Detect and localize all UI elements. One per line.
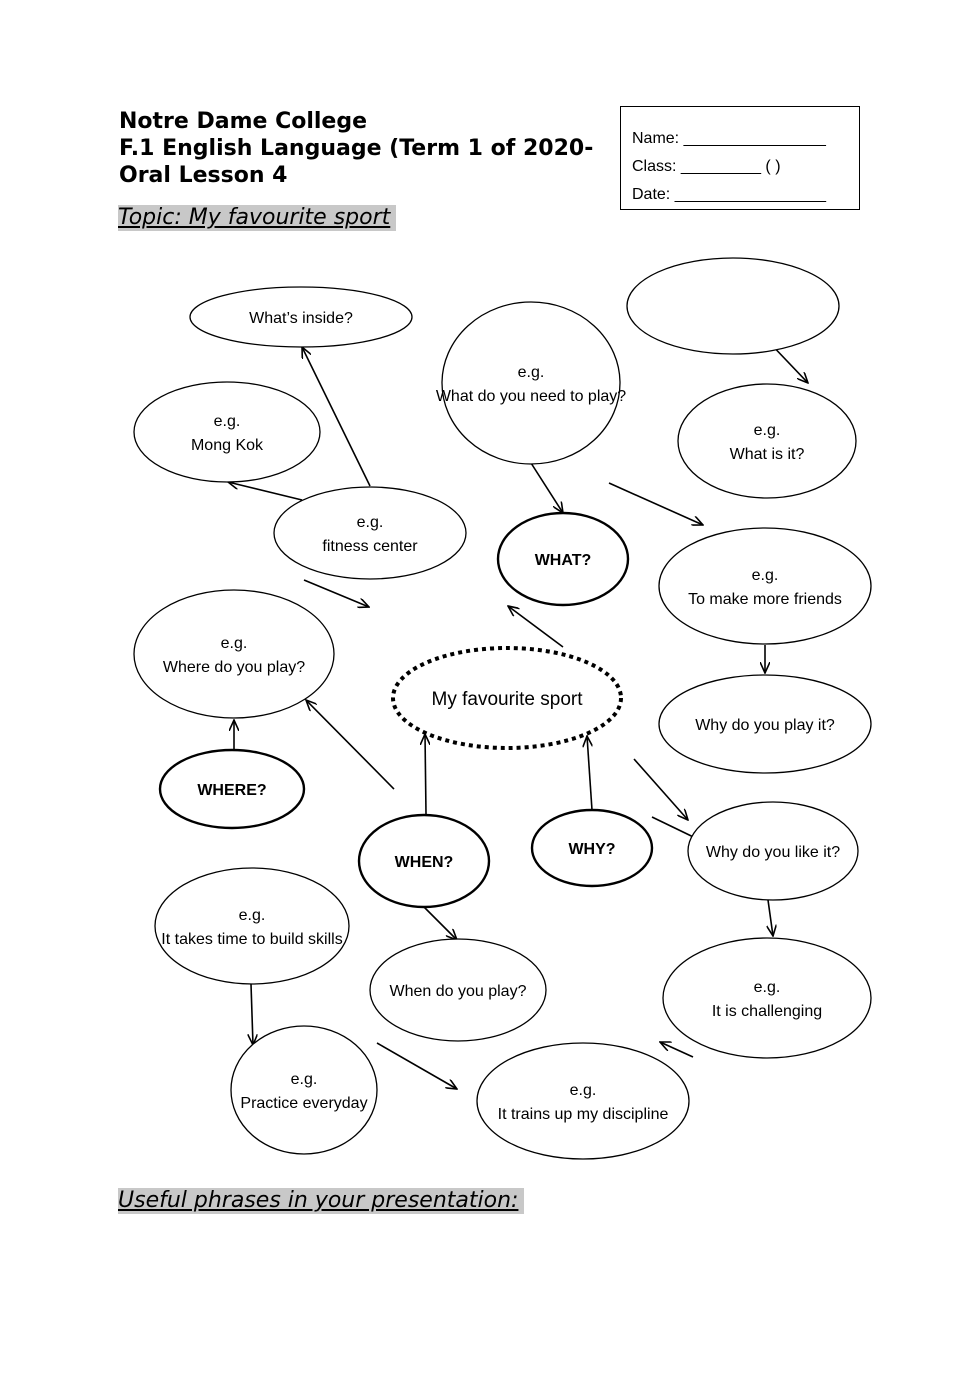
node-why-like-label-why-do-you-like-it: Why do you like it? xyxy=(705,844,841,861)
node-when xyxy=(359,815,489,907)
node-what xyxy=(498,513,628,605)
node-skills-bubble xyxy=(155,868,349,984)
node-what-is-it-bubble xyxy=(678,384,856,498)
node-where-play-bubble xyxy=(134,590,334,718)
node-what-is-it-label-what-is-it: What is it? xyxy=(729,446,805,463)
node-where-play-label-where-do-you-play: Where do you play? xyxy=(162,659,306,676)
node-what-need xyxy=(436,302,626,464)
node-challenging xyxy=(663,938,871,1058)
arrow-13 xyxy=(634,759,688,820)
node-friends-label-e-g: e.g. xyxy=(751,567,779,584)
node-practice xyxy=(231,1026,377,1154)
node-friends-label-to-make-more-friends: To make more friends xyxy=(688,591,842,608)
node-when-label-when: WHEN? xyxy=(394,854,454,871)
center-topic-label: My favourite sport xyxy=(431,689,583,710)
node-discipline xyxy=(477,1043,689,1159)
name-field[interactable]: Name: ________________ xyxy=(632,130,826,147)
node-practice-label-practice-everyday: Practice everyday xyxy=(240,1095,368,1112)
node-what-need-label-what-do-you-need-to-play: What do you need to play? xyxy=(435,388,627,405)
arrow-19 xyxy=(660,1042,693,1057)
node-whats-inside xyxy=(190,287,412,347)
node-mongkok-label-mong-kok: Mong Kok xyxy=(190,437,264,454)
arrow-11 xyxy=(425,734,426,814)
node-where xyxy=(160,750,304,828)
arrow-7 xyxy=(508,606,563,647)
class-field[interactable]: Class: _________ ( ) xyxy=(632,158,781,175)
arrow-17 xyxy=(251,984,253,1045)
node-mongkok xyxy=(134,382,320,482)
node-where-play xyxy=(134,590,334,718)
node-why-label-why: WHY? xyxy=(568,841,616,858)
node-friends-bubble xyxy=(659,528,871,644)
course-title: F.1 English Language (Term 1 of 2020- xyxy=(119,136,594,161)
node-why-like xyxy=(688,802,858,900)
node-what-label-what: WHAT? xyxy=(534,552,592,569)
date-field[interactable]: Date: _________________ xyxy=(632,186,826,203)
node-friends xyxy=(659,528,871,644)
node-practice-bubble xyxy=(231,1026,377,1154)
node-why-play-label-why-do-you-play-it: Why do you play it? xyxy=(695,717,835,734)
node-what-is-it xyxy=(678,384,856,498)
arrow-18 xyxy=(377,1043,457,1089)
node-what-need-bubble xyxy=(442,302,620,464)
node-whats-inside-label-what-s-inside: What’s inside? xyxy=(249,310,353,327)
node-blank xyxy=(627,258,839,354)
school-name: Notre Dame College xyxy=(119,109,368,134)
node-mongkok-bubble xyxy=(134,382,320,482)
node-fitness xyxy=(274,487,466,579)
useful-phrases-heading: Useful phrases in your presentation: xyxy=(118,1188,524,1214)
node-blank-bubble xyxy=(627,258,839,354)
node-why-play xyxy=(659,675,871,773)
diagram-nodes xyxy=(134,258,871,1159)
node-fitness-bubble xyxy=(274,487,466,579)
node-challenging-label-e-g: e.g. xyxy=(753,979,781,996)
node-mongkok-label-e-g: e.g. xyxy=(213,413,241,430)
node-challenging-bubble xyxy=(663,938,871,1058)
node-practice-label-e-g: e.g. xyxy=(290,1071,318,1088)
lesson-title: Oral Lesson 4 xyxy=(119,163,288,188)
node-why xyxy=(532,810,652,886)
arrow-15 xyxy=(768,900,773,936)
node-skills-label-it-takes-time-to-build-skills: It takes time to build skills xyxy=(161,931,343,948)
node-what-is-it-label-e-g: e.g. xyxy=(753,422,781,439)
arrow-6 xyxy=(304,580,369,607)
arrow-12 xyxy=(587,736,592,810)
node-skills xyxy=(155,868,349,984)
node-fitness-label-e-g: e.g. xyxy=(356,514,384,531)
node-discipline-bubble xyxy=(477,1043,689,1159)
arrow-3 xyxy=(531,463,563,513)
node-when-play xyxy=(370,939,546,1041)
node-discipline-label-it-trains-up-my-discipline: It trains up my discipline xyxy=(497,1106,669,1123)
arrow-4 xyxy=(609,483,703,525)
center-topic xyxy=(393,648,621,748)
node-challenging-label-it-is-challenging: It is challenging xyxy=(711,1003,823,1020)
node-when-play-label-when-do-you-play: When do you play? xyxy=(389,983,527,1000)
node-discipline-label-e-g: e.g. xyxy=(569,1082,597,1099)
node-where-label-where: WHERE? xyxy=(197,782,267,799)
node-what-need-label-e-g: e.g. xyxy=(517,364,545,381)
arrow-16 xyxy=(424,907,457,940)
arrow-10 xyxy=(306,700,394,789)
arrow-2 xyxy=(228,482,302,500)
node-where-play-label-e-g: e.g. xyxy=(220,635,248,652)
topic-heading: Topic: My favourite sport xyxy=(118,205,396,231)
node-skills-label-e-g: e.g. xyxy=(238,907,266,924)
node-fitness-label-fitness-center: fitness center xyxy=(322,538,418,555)
